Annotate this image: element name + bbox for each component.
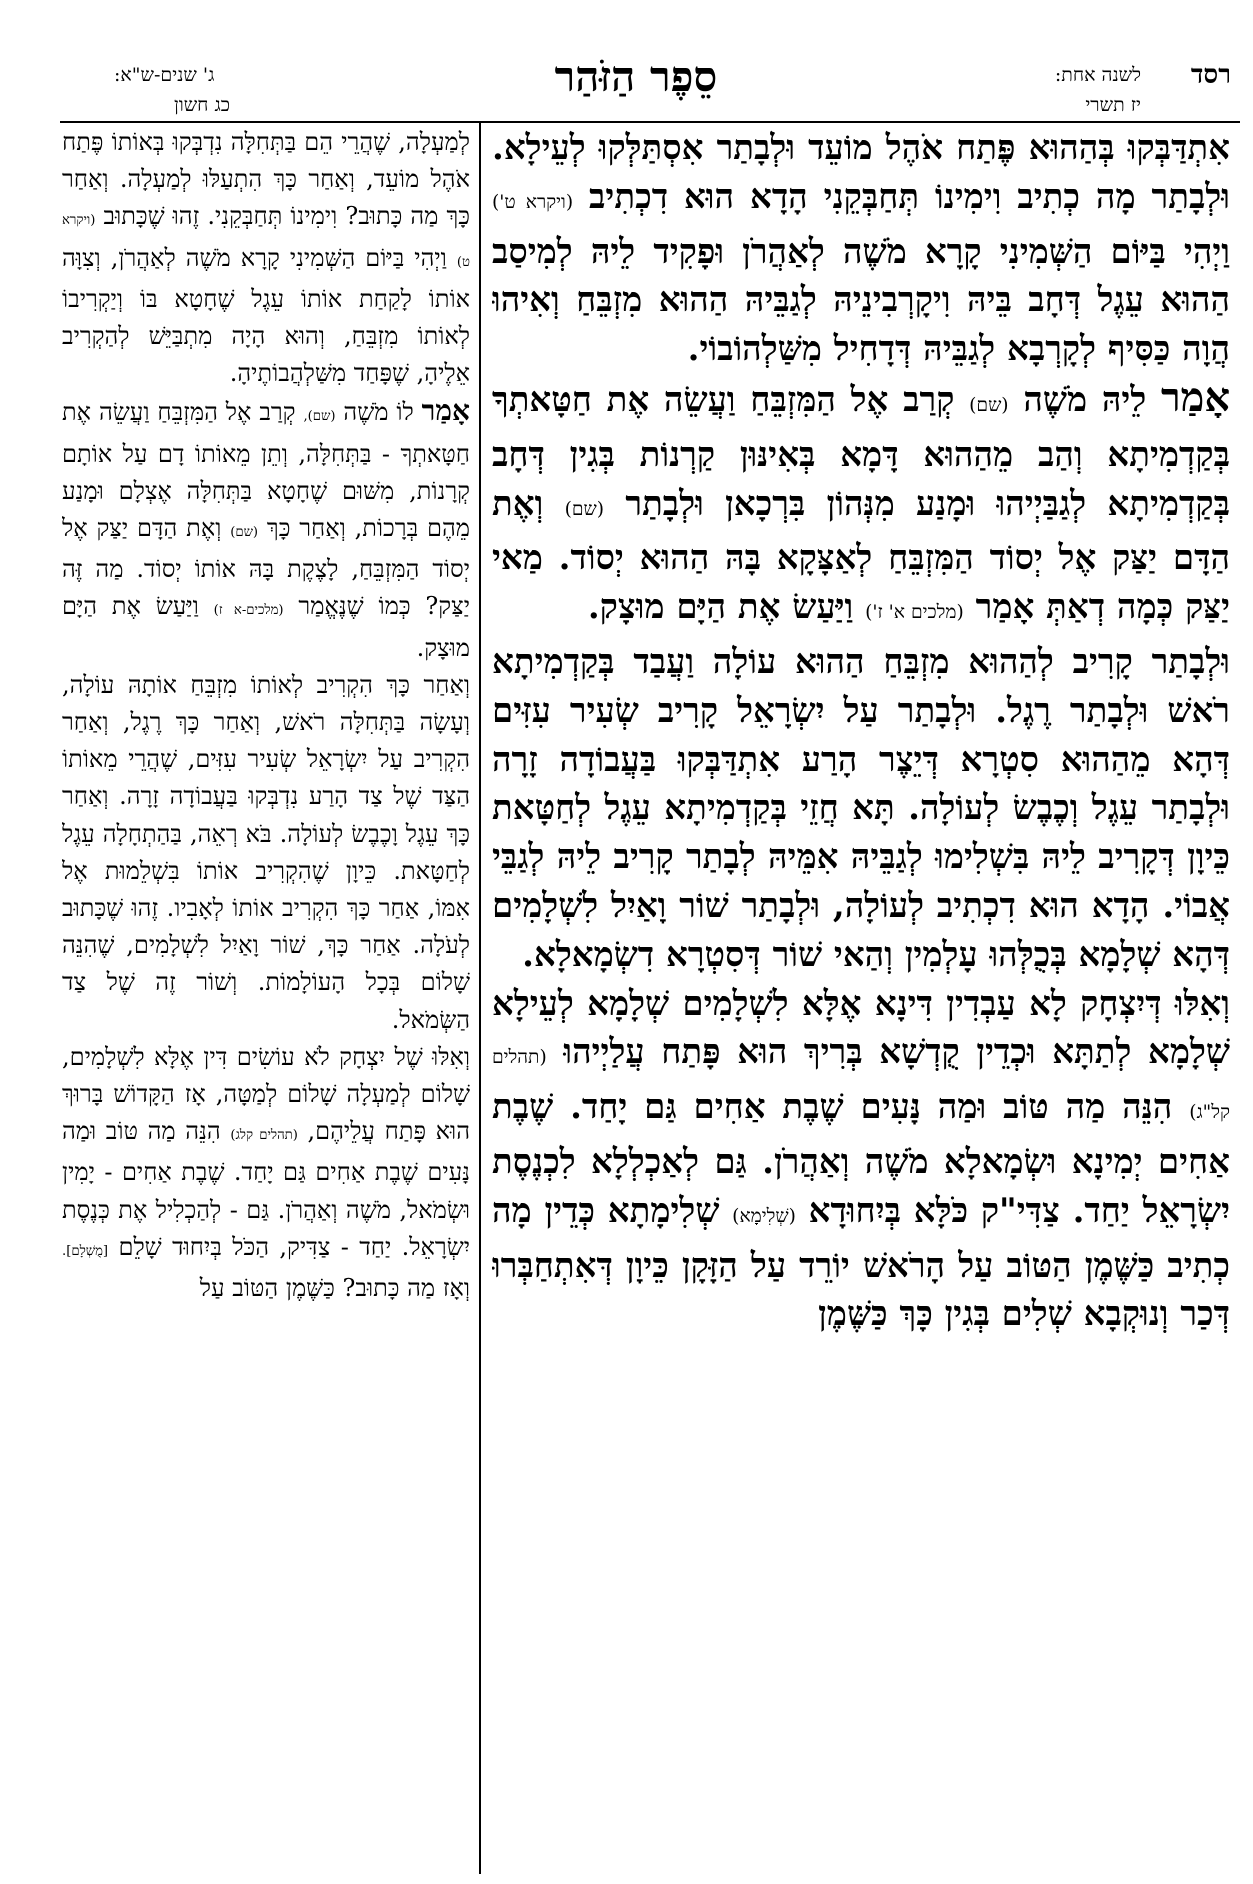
- alt-schedule-date: כג חשון: [174, 94, 230, 116]
- aramaic-text: וְאִלּוּ דְּיִצְחָק לָא עַבְדִין דִּינָא אֶלָּא לִשְׁלָמִים שְׁלָמָא לְעֵילָא שְׁלָמָא לְתַתָּא וּכְדֵין קֻדְשָׁא בְּרִיךְ הוּא פָּתַח עֲלַיְיהוּ: [492, 983, 1230, 1073]
- translation-text: הִנֵּה מַה טּוֹב וּמַה נָּעִים שֶׁבֶת אַחִים גַּם יָחַד. שֶׁבֶת אַחִים - יָמִין וּשְׂמֹאל, מֹשֶׁה וְאַהֲרֹן. גַּם - לְהַכְלִיל אֶת כְּנֶסֶת יִשְׂרָאֵל. יַחַד - צַדִּיק, הַכֹּל בְּיִחוּד שָׁלֵם: [62, 1117, 470, 1261]
- verse-reference: (שם): [969, 394, 1009, 416]
- translation-text: וְאִלּוּ שֶׁל יִצְחָק לֹא עוֹשִׂים דִּין אֶלָּא לִשְׁלָמִים, שָׁלוֹם לְמַעְלָה שָׁלוֹם לְמַטָּה, אָז הַקָּדוֹשׁ בָּרוּךְ הוּא פָּתַח עֲלֵיהֶם,: [62, 1042, 470, 1146]
- aramaic-paragraph-2: [492, 374, 1230, 638]
- header-rule: [60, 121, 1240, 123]
- aramaic-paragraph-4: [492, 980, 1230, 1340]
- translation-text: וְאֶת הַדָּם יַצַּק אֶל יְסוֹד הַמִּזְבֵּחַ, לָצֶקֶת בָּהּ אוֹתוֹ יְסוֹד. מַה זֶּה יַצַּק? כְּמוֹ שֶׁנֶּאֱמַר: [62, 514, 470, 621]
- study-schedule-year: לשנה אחת:: [1054, 64, 1141, 86]
- aramaic-text: אִתְדַּבְּקוּ בְּהַהוּא פֶּתַח אֹהֶל מוֹעֵד וּלְבָתַר אִסְתַּלְּקוּ לְעֵילָא. וּלְבָתַר מָה כְתִיב וִימִינוֹ תְּחַבְּקֵנִי הָדָא הוּא דִכְתִיב: [492, 128, 1230, 217]
- translation-paragraph-1: [62, 124, 470, 392]
- verse-reference: (תהלים קלג): [230, 1128, 298, 1144]
- verse-reference: [מֻשְׁלָם].: [62, 1243, 109, 1259]
- page-header: [0, 0, 1253, 118]
- translation-paragraph-3: [62, 667, 470, 1039]
- aramaic-text: לֵיהּ מֹשֶׁה: [1023, 379, 1147, 420]
- paragraph-lead-word: אָמַר: [421, 394, 470, 428]
- verse-reference: (ויקרא ט): [62, 213, 470, 270]
- hebrew-translation-column: [62, 124, 470, 1874]
- verse-reference: (שם),: [303, 409, 336, 425]
- verse-reference: (תהלים קל"ג): [492, 1047, 1230, 1124]
- translation-paragraph-4: [62, 1039, 470, 1307]
- study-schedule-date: יז תשרי: [1085, 94, 1141, 116]
- aramaic-column: [492, 124, 1230, 1874]
- aramaic-text: וְאֶת הַדָּם יַצַּק אֶל יְסוֹד הַמִּזְבֵּחַ לְאַצָּקָא בָּהּ הַהוּא יְסוֹד. מַאי יַצַּק כְּמָה דְאַתְּ אָמַר: [492, 483, 1230, 628]
- aramaic-paragraph-1: [492, 124, 1230, 374]
- verse-reference: (שם): [564, 498, 605, 520]
- verse-reference: (מלכים א' ז'): [865, 602, 964, 624]
- aramaic-text: וַיַּעַשׂ אֶת הַיָּם מוּצָק.: [587, 587, 854, 628]
- alt-schedule-years: ג' שנים-ש"א:: [114, 64, 215, 86]
- translation-text: וַיַּעַשׂ אֶת הַיָּם מוּצָק.: [62, 592, 470, 662]
- verse-reference: (ויקרא ט'): [492, 191, 574, 213]
- translation-text: לוֹ מֹשֶׁה: [343, 398, 414, 427]
- aramaic-text: וּלְבָתַר קָרִיב לְהַהוּא מִזְבֵּחַ הַהוּא עוֹלָה וַעֲבַד בְּקַדְמִיתָא רֹאשׁ וּלְבָתַר רֶגֶל. וּלְבָתַר עַל יִשְׂרָאֵל קָרִיב שְׂעִיר עִזִּים דְּהָא מֵהַהוּא סִטְרָא דְּיֵצֶר הָרַע אִתְדַּבְּקוּ בַּעֲבוֹדָה זָרָה וּלְבָתַר עֵגֶל וְכֶבֶשׂ לְעוֹלָה. תָּא חֲזֵי בְּקַדְמִיתָא עֵגֶל לְחַטָּאת כֵּיוָן דְּקָרִיב לֵיהּ בִּשְׁלִימוּ לְגַבֵּיהּ אִמֵּיהּ לְבָתַר קָרִיב לֵיהּ לְגַבֵּי אֲבוֹי. הָדָא הוּא דִכְתִיב לְעוֹלָה, וּלְבָתַר שׁוֹר וָאַיִל לִשְׁלָמִים דְּהָא שְׁלָמָא בְּכֻלְּהוּ עָלְמִין וְהַאי שׁוֹר דְּסִטְרָא דִשְׂמָאלָא.: [492, 641, 1230, 975]
- aramaic-text: קְרַב אֶל הַמִּזְבֵּחַ וַעֲשֵׂה אֶת חַטָּאתְךָ בְּקַדְמִיתָא וְהַב מֵהַהוּא דָּמָא בְּאִינּוּן קַרְנוֹת בְּגִין דְּחָב בְּקַדְמִיתָא לְגַבַּיְיהוּ וּמָנַע מִנְּהוֹן בִּרְכָאן וּלְבָתַר: [492, 379, 1230, 524]
- translation-text: וְאָז מַה כָּתוּב? כַּשֶּׁמֶן הַטּוֹב עַל: [199, 1274, 470, 1303]
- paragraph-lead-word: אָמַר: [1160, 373, 1230, 421]
- verse-reference: (שם): [230, 525, 259, 541]
- book-title: סֵפֶר הַזֹּהַר: [554, 52, 718, 101]
- aramaic-text: וַיְהִי בַּיּוֹם הַשְּׁמִינִי קָרָא מֹשֶׁה לְאַהֲרֹן וּפָקִיד לֵיהּ לְמִיסַב הַהוּא עֵגֶל דְּחָב בֵּיהּ וִיקָרְבִינֵיהּ לְגַבֵּיהּ הַהוּא מִזְבֵּחַ וְאִיהוּ הֲוָה כַּסִּיף לְקָרְבָא לְגַבֵּיהּ דְּדָחִיל מִשַּׁלְהוֹבוֹי.: [492, 231, 1230, 370]
- page-number: רסד: [1190, 60, 1231, 90]
- translation-text: קְרַב אֶל הַמִּזְבֵּחַ וַעֲשֵׂה אֶת חַטָּאתְךָ - בַּתְּחִלָּה, וְתֵן מֵאוֹתוֹ דָם עַל אוֹתָם קְרָנוֹת, מִשּׁוּם שֶׁחָטָא בַּתְּחִלָּה אֶצְלָם וּמָנַע מֵהֶם בְּרָכוֹת, וְאַחַר כָּךְ: [62, 398, 470, 543]
- column-divider: [479, 122, 481, 1874]
- translation-text: וַיְהִי בַּיּוֹם הַשְּׁמִינִי קָרָא מֹשֶׁה לְאַהֲרֹן, וְצִוָּה אוֹתוֹ לָקַחַת אוֹתוֹ עֵגֶל שֶׁחָטָא בּוֹ וְיַקְרִיבוֹ לְאוֹתוֹ מִזְבֵּחַ, וְהוּא הָיָה מִתְבַּיֵּשׁ לְהַקְרִיב אֵלֶיהָ, שֶׁפָּחַד מִשַּׁלְהֲבוֹתֶיהָ.: [62, 243, 470, 388]
- verse-reference: (שְׁלִימָא): [732, 1205, 796, 1227]
- translation-paragraph-2: [62, 392, 470, 666]
- aramaic-text: הִנֵּה מַה טּוֹב וּמַה נָּעִים שֶׁבֶת אַחִים גַּם יָחַד. שֶׁבֶת אַחִים יְמִינָא וּשְׂמָאלָא מֹשֶׁה וְאַהֲרֹן. גַּם לְאַכְלְלָא לִכְנֶסֶת יִשְׂרָאֵל יַחַד. צַדִּי"ק כֹּלָּא בְּיִחוּדָא: [492, 1087, 1230, 1231]
- aramaic-text: שְׁלִימָתָא כְּדֵין מָה כְתִיב כַּשֶּׁמֶן הַטּוֹב עַל הָרֹאשׁ יוֹרֵד עַל הַזָּקָן כֵּיוָן דְּאִתְחַבְּרוּ דְּכַר וְנוּקְבָא שְׁלִים בְּגִין כָּךְ כַּשֶּׁמֶן: [492, 1190, 1230, 1335]
- translation-text: וְאַחַר כָּךְ הִקְרִיב לְאוֹתוֹ מִזְבֵּחַ אוֹתָהּ עוֹלָה, וְעָשָׂה בַּתְּחִלָּה רֹאשׁ, וְאַחַר כָּךְ רֶגֶל, וְאַחַר הִקְרִיב עַל יִשְׂרָאֵל שְׂעִיר עִזִּים, שֶׁהֲרֵי מֵאוֹתוֹ הַצַּד שֶׁל צַד הָרַע נִדְבְּקוּ בַּעֲבוֹדָה זָרָה. וְאַחַר כָּךְ עֵגֶל וָכֶבֶשׂ לְעוֹלָה. בֹּא רְאֵה, בַּהַתְחָלָה עֵגֶל לְחַטָּאת. כֵּיוָן שֶׁהִקְרִיב אוֹתוֹ בִּשְׁלֵמוּת אֶל אִמּוֹ, אַחַר כָּךְ הִקְרִיב אוֹתוֹ לְאָבִיו. זֶהוּ שֶׁכָּתוּב לְעֹלָה. אַחַר כָּךְ, שׁוֹר וָאַיִל לִשְׁלָמִים, שֶׁהִנֵּה שָׁלוֹם בְּכָל הָעוֹלָמוֹת. וְשׁוֹר זֶה שֶׁל צַד הַשְּׂמֹאל.: [62, 670, 470, 1034]
- verse-reference: (מלכים-א ז): [213, 603, 284, 619]
- translation-text: לְמַעְלָה, שֶׁהֲרֵי הֵם בַּתְּחִלָּה נִדְבְּקוּ בְּאוֹתוֹ פֶּתַח אֹהֶל מוֹעֵד, וְאַחַר כָּךְ הִתְעַלּוּ לְמַעְלָה. וְאַחַר כָּךְ מַה כָּתוּב? וִימִינוֹ תְּחַבְּקֵנִי. זֶהוּ שֶׁכָּתוּב: [62, 128, 470, 231]
- aramaic-paragraph-3: [492, 638, 1230, 980]
